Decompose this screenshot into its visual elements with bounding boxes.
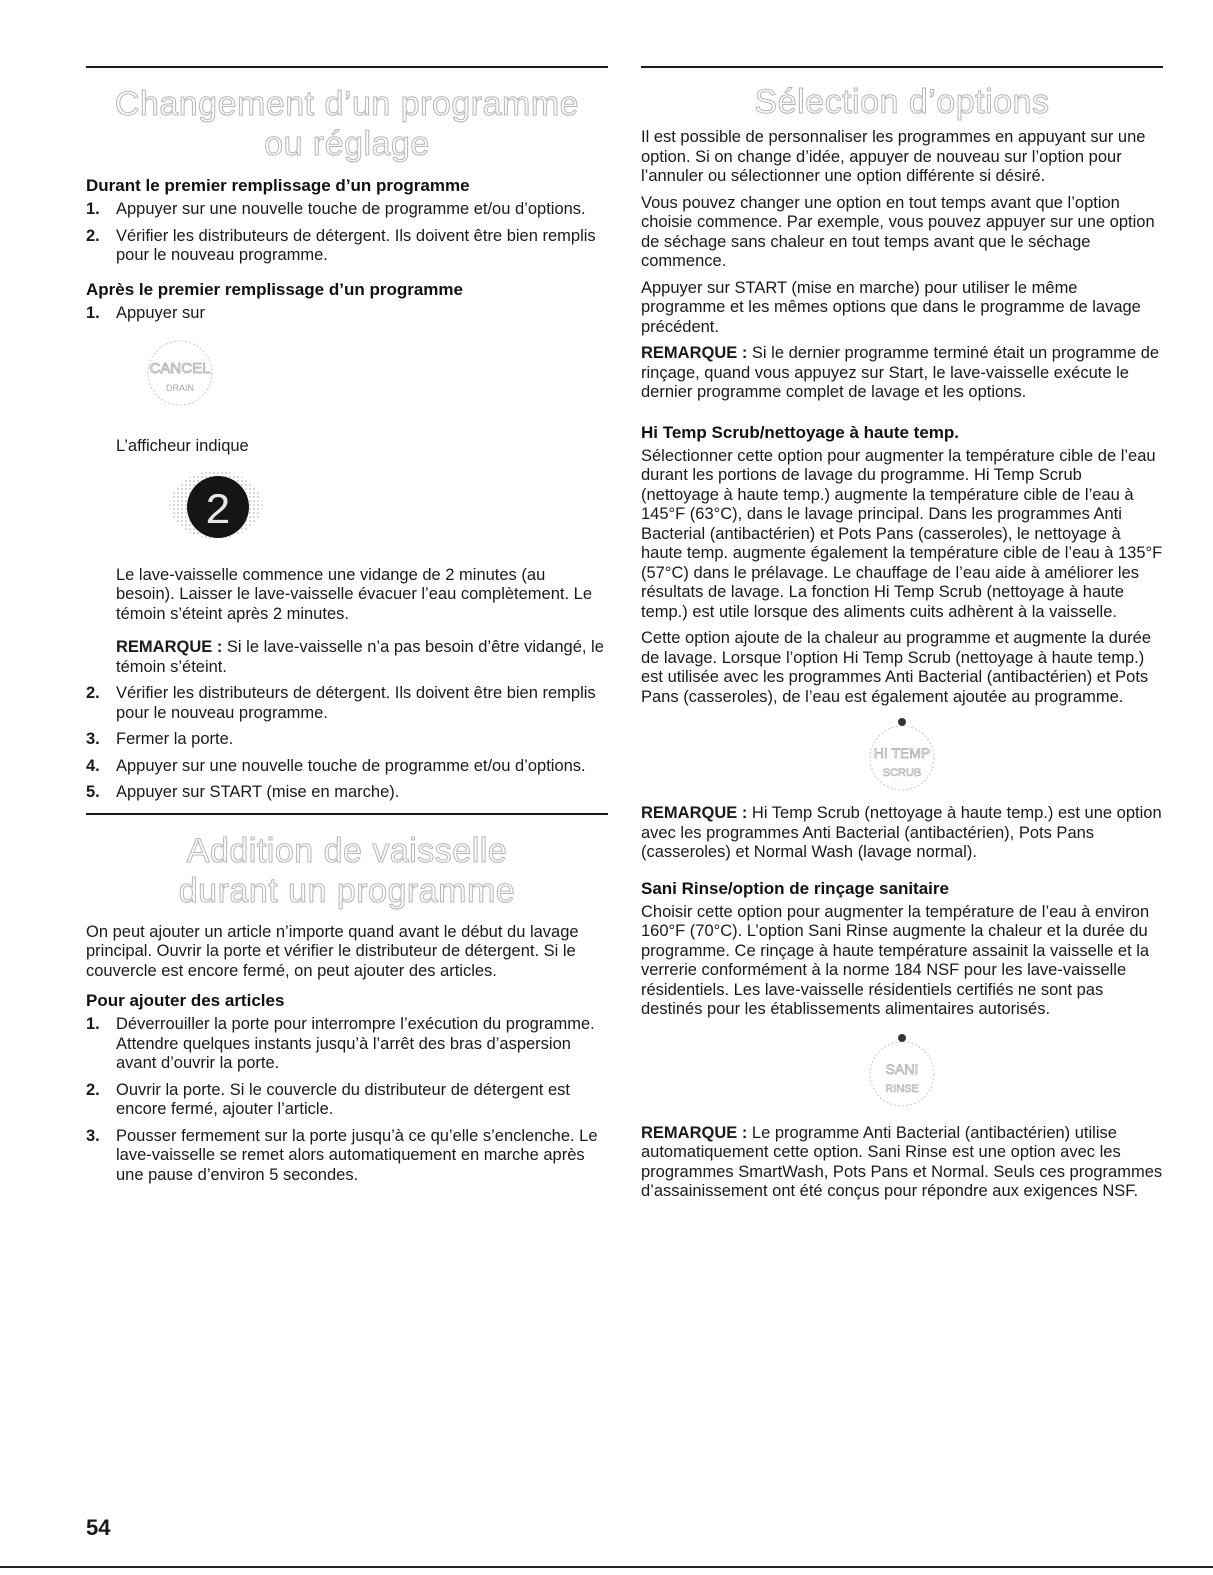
list-item: 4. Appuyer sur une nouvelle touche de programme et/ou d’options. <box>86 756 586 775</box>
list-item: 2. Vérifier les distributeurs de détergent. Ils doivent être bien remplis pour le nouveau programme. <box>86 684 596 722</box>
section-title-addition: Addition de vaisselle durant un programme <box>178 831 516 910</box>
svg-text:SANI: SANI <box>885 1060 919 1077</box>
note-hi-temp: REMARQUE : Hi Temp Scrub (nettoyage à haute temp.) est une option avec les programmes Anti Bacterial (antibactérien), Pots Pans (casseroles) et Normal Wash (lavage normal). <box>641 804 1162 861</box>
options-paragraph: Appuyer sur START (mise en marche) pour utiliser le même programme et les mêmes options que dans le programme de lavage précédent. <box>641 278 1141 336</box>
hi-temp-paragraph: Sélectionner cette option pour augmenter la température cible de l’eau durant les portions de lavage du programme. Hi Temp Scrub (nettoyage à haute temp.) augmente la température cible de l’eau à 145°F (63°C), dans le lavage principal. Dans les programmes Anti Bacterial (antibactérien) et Pots Pans (casseroles), le nettoyage à haute temp. augmente également la température cible de l’eau à 135°F (57°C) dans le prélavage. Le chauffage de l’eau aide à améliorer les résultats de lavage. La fonction Hi Temp Scrub (nettoyage à haute temp.) est utile lorsque des aliments cuits adhèrent à la vaisselle. <box>641 446 1163 621</box>
display-digit-icon <box>156 467 276 547</box>
svg-text:CANCEL: CANCEL <box>149 360 211 377</box>
note-options: REMARQUE : Si le dernier programme terminé était un programme de rinçage, quand vous appuyez sur Start, le lave-vaisselle exécute le dernier programme complet de lavage et les options. <box>641 344 1160 401</box>
bottom-rule <box>0 1566 1213 1568</box>
page-number: 54 <box>86 1515 111 1540</box>
list-item: 1. Déverrouiller la porte pour interrompre l’exécution du programme. Attendre quelques instants jusqu’à l’arrêt des bras d’aspersion avant d’ouvrir la porte. <box>86 1015 595 1072</box>
svg-text:SCRUB: SCRUB <box>882 767 922 779</box>
addition-intro: On peut ajouter un article n’importe quand avant le début du lavage principal. Ouvrir la porte et vérifier le distributeur de détergent. Si le couvercle est encore fermé, on peut ajouter des articles. <box>86 922 579 980</box>
list-ajouter <box>86 1015 608 1185</box>
section-rule <box>641 66 1163 68</box>
svg-text:2: 2 <box>204 486 232 537</box>
list-item: 3. Fermer la porte. <box>86 730 234 748</box>
list-apres-rest <box>86 684 608 803</box>
left-column <box>86 66 608 1192</box>
list-item: 2. Vérifier les distributeurs de détergent. Ils doivent être bien remplis pour le nouveau programme. <box>86 226 596 264</box>
list-item: 3. Pousser fermement sur la porte jusqu’à ce qu’elle s’enclenche. Le lave-vaisselle se remet alors automatiquement en marche après une pause d’environ 5 secondes. <box>86 1126 598 1184</box>
options-paragraph: Vous pouvez changer une option en tout temps avant que l’option choisie commence. Par exemple, vous pouvez appuyer sur une option de séchage sans chaleur en tout temps avant que le séchage commence. <box>641 193 1155 270</box>
note-sani-rinse: REMARQUE : Le programme Anti Bacterial (antibactérien) utilise automatiquement cette option. Sani Rinse est une option avec les programmes SmartWash, Pots Pans et Normal. Seuls ces programmes d’assainissement ont été conçus pour répondre aux exigences NSF. <box>641 1123 1163 1200</box>
list-item: 5. Appuyer sur START (mise en marche). <box>86 783 400 801</box>
subheading-sani-rinse: Sani Rinse/option de rinçage sanitaire <box>641 878 949 898</box>
options-paragraph: Il est possible de personnaliser les programmes en appuyant sur une option. Si on change d’idée, appuyer de nouveau sur l’option pour l’annuler ou sélectionner une option différente si désiré. <box>641 128 1146 185</box>
section-title-selection: Sélection d’options <box>754 83 1050 121</box>
list-item: 1. Appuyer sur une nouvelle touche de programme et/ou d’options. <box>86 200 586 218</box>
section-title-changement: Changement d’un programme ou réglage <box>114 85 580 163</box>
section-rule <box>86 813 608 815</box>
subheading-durant: Durant le premier remplissage d’un programme <box>86 176 470 195</box>
sani-rinse-paragraph: Choisir cette option pour augmenter la température de l’eau à environ 160°F (70°C). L’option Sani Rinse augmente la chaleur et la durée du programme. Ce rinçage à haute température assainit la vaisselle et la verrerie conformément à la norme 184 NSF pour les lave-vaisselle résidentiels. Les lave-vaisselle résidentiels certifiés ne sont pas destinés pour les établissements alimentaires autorisés. <box>641 902 1150 1018</box>
svg-text:HI TEMP: HI TEMP <box>873 745 931 761</box>
section-rule <box>86 66 608 68</box>
hi-temp-scrub-button-icon <box>852 714 952 794</box>
subheading-hi-temp: Hi Temp Scrub/nettoyage à haute temp. <box>641 422 960 442</box>
subheading-apres: Après le premier remplissage d’un programme <box>86 279 463 299</box>
right-column <box>641 66 1163 1209</box>
sani-rinse-button-icon <box>852 1030 952 1110</box>
cancel-drain-button-icon <box>136 337 226 411</box>
svg-text:DRAIN: DRAIN <box>165 383 195 393</box>
note-drain: REMARQUE : Si le lave-vaisselle n’a pas besoin d’être vidangé, le témoin s’éteint. <box>116 638 604 676</box>
list-item: 1. Appuyer sur <box>86 303 205 322</box>
subheading-pour-ajouter: Pour ajouter des articles <box>86 991 285 1010</box>
display-shows-text: L’afficheur indique <box>116 437 249 455</box>
list-durant <box>86 200 608 266</box>
hi-temp-paragraph: Cette option ajoute de la chaleur au programme et augmente la durée de lavage. Lorsque l’option Hi Temp Scrub (nettoyage à haute temp.) est utilisée avec les programmes Anti Bacterial (antibactérien) et Pots Pans (casseroles), de l’eau est également ajoutée au programme. <box>641 629 1151 706</box>
list-item: 2. Ouvrir la porte. Si le couvercle du distributeur de détergent est encore fermé, ajouter l’article. <box>86 1080 570 1118</box>
svg-text:RINSE: RINSE <box>885 1082 919 1095</box>
drain-paragraph: Le lave-vaisselle commence une vidange de 2 minutes (au besoin). Laisser le lave-vaisselle évacuer l’eau complètement. Le témoin s’éteint après 2 minutes. <box>116 565 592 623</box>
